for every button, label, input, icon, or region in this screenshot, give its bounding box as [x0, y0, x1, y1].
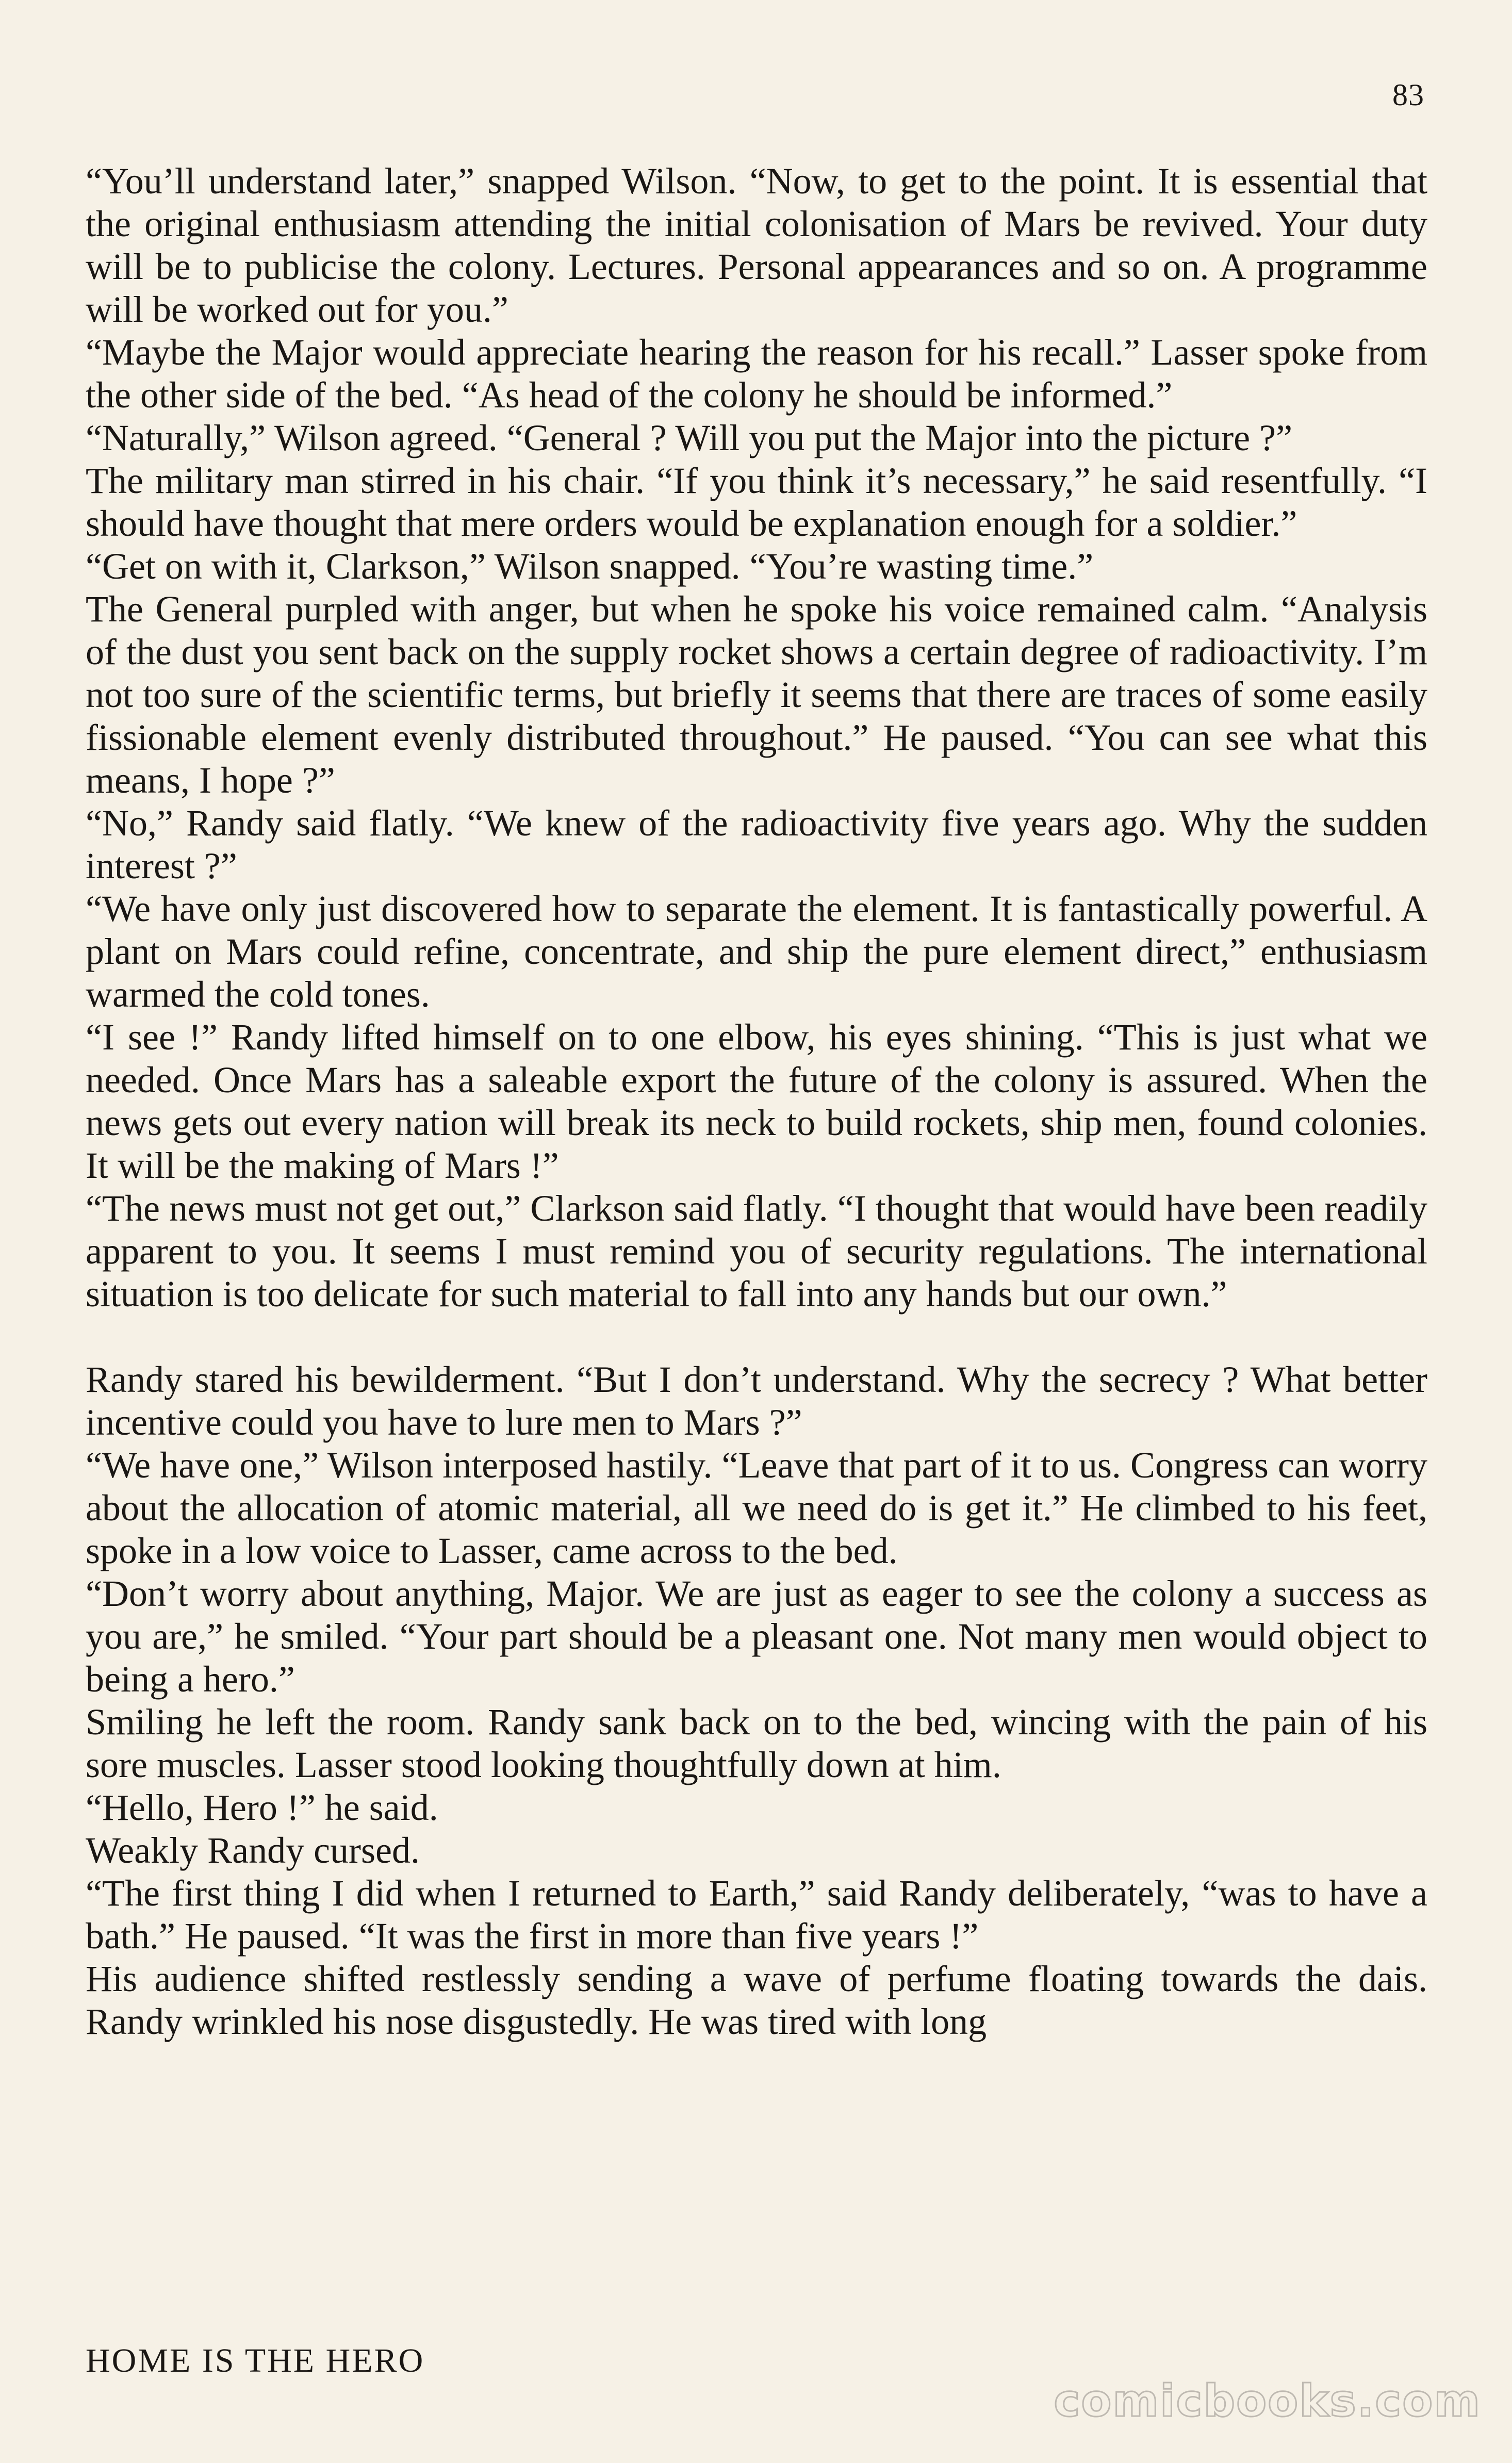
paragraph-1: “You’ll understand later,” snapped Wilson. “Now, to get to the point. It is essential that the original enthusiasm attending the initial colonisation of Mars be revived. Your duty will be to publicise the colony. Lectures. Personal appearances and so on. A programme will be worked out for you.”	[86, 160, 1427, 330]
paragraph-7: “No,” Randy said flatly. “We knew of the radioactivity five years ago. Why the sudden interest ?”	[86, 802, 1427, 886]
body-text	[86, 160, 1427, 2043]
paragraph-12: “We have one,” Wilson interposed hastily. “Leave that part of it to us. Congress can worry about the allocation of atomic material, all we need do is get it.” He climbed to his feet, spoke in a low voice to Lasser, came across to the bed.	[86, 1444, 1427, 1571]
paragraph-5: “Get on with it, Clarkson,” Wilson snapped. “You’re wasting time.”	[86, 546, 1094, 587]
paragraph-9: “I see !” Randy lifted himself on to one elbow, his eyes shining. “This is just what we needed. Once Mars has a saleable export the future of the colony is assured. When the news gets out every nation will break its neck to build rockets, ship men, found colonies. It will be the making of Mars !”	[86, 1016, 1427, 1186]
page-number: 83	[1392, 78, 1424, 112]
paragraph-11: Randy stared his bewilderment. “But I don’t understand. Why the secrecy ? What better incentive could you have to lure men to Mars ?”	[86, 1359, 1427, 1443]
paragraph-10: “The news must not get out,” Clarkson said flatly. “I thought that would have been readily apparent to you. It seems I must remind you of security regulations. The international situation is too delicate for such material to fall into any hands but our own.”	[86, 1188, 1427, 1315]
section-break	[86, 1316, 1427, 1358]
paragraph-4: The military man stirred in his chair. “If you think it’s necessary,” he said resentfully. “I should have thought that mere orders would be explanation enough for a soldier.”	[86, 460, 1427, 544]
paragraph-14: Smiling he left the room. Randy sank back on to the bed, wincing with the pain of his sore muscles. Lasser stood looking thoughtfully down at him.	[86, 1701, 1427, 1785]
running-footer-title: HOME IS THE HERO	[86, 2342, 425, 2379]
paragraph-18: His audience shifted restlessly sending a wave of perfume floating towards the dais. Randy wrinkled his nose disgustedly. He was tired with long	[86, 1958, 1427, 2042]
paragraph-17: “The first thing I did when I returned to Earth,” said Randy deliberately, “was to have a bath.” He paused. “It was the first in more than five years !”	[86, 1873, 1427, 1957]
watermark: comicbooks.com	[1054, 2375, 1481, 2427]
paragraph-3: “Naturally,” Wilson agreed. “General ? Will you put the Major into the picture ?”	[86, 417, 1293, 458]
paragraph-8: “We have only just discovered how to separate the element. It is fantastically powerful. A plant on Mars could refine, concentrate, and ship the pure element direct,” enthusiasm warmed the cold tones.	[86, 888, 1427, 1015]
paragraph-2: “Maybe the Major would appreciate hearing the reason for his recall.” Lasser spoke from the other side of the bed. “As head of the colony he should be informed.”	[86, 332, 1427, 416]
paragraph-15: “Hello, Hero !” he said.	[86, 1787, 438, 1828]
paragraph-13: “Don’t worry about anything, Major. We are just as eager to see the colony a success as you are,” he smiled. “Your part should be a pleasant one. Not many men would object to being a hero.”	[86, 1573, 1427, 1700]
paragraph-16: Weakly Randy cursed.	[86, 1830, 420, 1871]
paragraph-6: The General purpled with anger, but when he spoke his voice remained calm. “Analysis of the dust you sent back on the supply rocket shows a certain degree of radioactivity. I’m not too sure of the scientific terms, but briefly it seems that there are traces of some easily fissionable element evenly distributed throughout.” He paused. “You can see what this means, I hope ?”	[86, 588, 1427, 801]
